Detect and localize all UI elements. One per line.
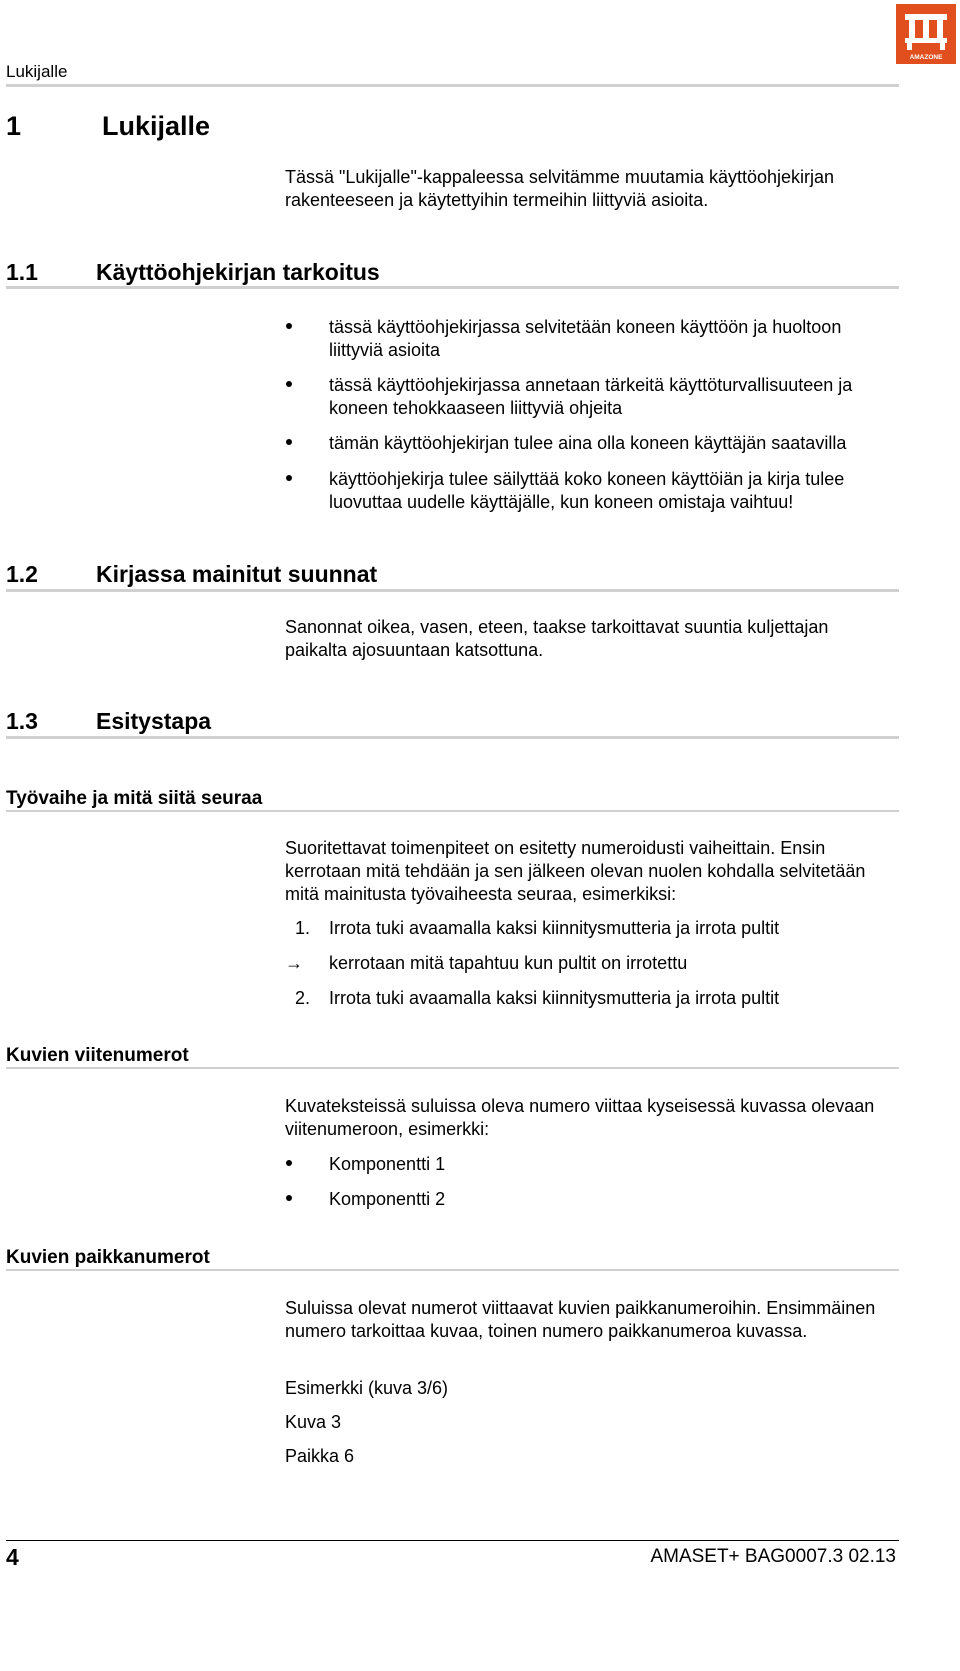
header-rule	[6, 84, 899, 87]
list-item-text: Komponentti 1	[329, 1154, 446, 1174]
subheading: Kuvien paikkanumerot	[6, 1247, 210, 1268]
document-id: AMASET+ BAG0007.3 02.13	[650, 1546, 896, 1567]
svg-text:AMAZONE: AMAZONE	[909, 54, 943, 61]
subheading-rule	[6, 810, 899, 812]
list-item-text: Komponentti 2	[329, 1189, 446, 1209]
step-text: Irrota tuki avaamalla kaksi kiinnitysmutteria ja irrota pultit	[329, 988, 780, 1008]
section-title: Käyttöohjekirjan tarkoitus	[96, 259, 380, 285]
list-item-text: tämän käyttöohjekirjan tulee aina olla koneen käyttäjän saatavilla	[329, 433, 847, 453]
chapter-number: 1	[6, 111, 22, 141]
section-title: Esitystapa	[96, 708, 212, 734]
bullet-icon	[286, 381, 292, 387]
page-number: 4	[6, 1544, 19, 1570]
bullet-icon	[286, 439, 292, 445]
section-rule	[6, 736, 899, 739]
section-number: 1.2	[6, 561, 38, 587]
section-rule	[6, 286, 899, 289]
subheading: Kuvien viitenumerot	[6, 1045, 189, 1066]
step-text: Irrota tuki avaamalla kaksi kiinnitysmutteria ja irrota pultit	[329, 918, 780, 938]
section-rule	[6, 589, 899, 592]
example-line: Paikka 6	[285, 1446, 355, 1466]
brand-logo	[896, 4, 956, 64]
list-item-text: tässä käyttöohjekirjassa annetaan tärkeitä käyttöturvallisuuteen ja koneen tehokkaaseen liittyviä ohjeita	[329, 375, 853, 418]
section-number: 1.3	[6, 708, 38, 734]
step-number: 1.	[295, 918, 311, 938]
section-paragraph: Suluissa olevat numerot viittaavat kuvien paikkanumeroihin. Ensimmäinen numero tarkoittaa kuvaa, toinen numero paikkanumeroa kuvassa.	[285, 1298, 876, 1341]
bullet-icon	[286, 1160, 292, 1166]
subheading-rule	[6, 1067, 899, 1069]
section-title: Kirjassa mainitut suunnat	[96, 561, 378, 587]
footer-rule	[6, 1540, 899, 1541]
chapter-title: Lukijalle	[102, 111, 211, 141]
section-paragraph: Sanonnat oikea, vasen, eteen, taakse tarkoittavat suuntia kuljettajan paikalta ajosuuntaan katsottuna.	[285, 617, 829, 660]
step-text: kerrotaan mitä tapahtuu kun pultit on irrotettu	[329, 953, 688, 973]
step-number: 2.	[295, 988, 311, 1008]
intro-paragraph: Tässä "Lukijalle"-kappaleessa selvitämme muutamia käyttöohjekirjan rakenteeseen ja käytettyihin termeihin liittyviä asioita.	[285, 167, 835, 210]
arrow-right-icon: →	[285, 953, 303, 973]
section-paragraph: Suoritettavat toimenpiteet on esitetty numeroidusti vaiheittain. Ensin kerrotaan mitä tehdään ja sen jälkeen olevan nuolen kohdalla selvitetään mitä mainitusta työvaiheesta seuraa, esimerkiksi:	[285, 838, 866, 904]
example-line: Esimerkki (kuva 3/6)	[285, 1378, 449, 1398]
example-line: Kuva 3	[285, 1412, 342, 1432]
list-item-text: tässä käyttöohjekirjassa selvitetään koneen käyttöön ja huoltoon liittyviä asioita	[329, 317, 842, 360]
bullet-icon	[286, 1195, 292, 1201]
list-item-text: käyttöohjekirja tulee säilyttää koko koneen käyttöiän ja kirja tulee luovuttaa uudelle käyttäjälle, kun koneen omistaja vaihtuu!	[329, 469, 845, 512]
section-paragraph: Kuvateksteissä suluissa oleva numero viittaa kyseisessä kuvassa olevaan viitenumeroon, esimerkki:	[285, 1096, 875, 1139]
subheading-rule	[6, 1269, 899, 1271]
bullet-icon	[286, 323, 292, 329]
section-number: 1.1	[6, 259, 38, 285]
bullet-icon	[286, 475, 292, 481]
subheading: Työvaihe ja mitä siitä seuraa	[6, 788, 263, 809]
running-header-title: Lukijalle	[6, 62, 68, 81]
